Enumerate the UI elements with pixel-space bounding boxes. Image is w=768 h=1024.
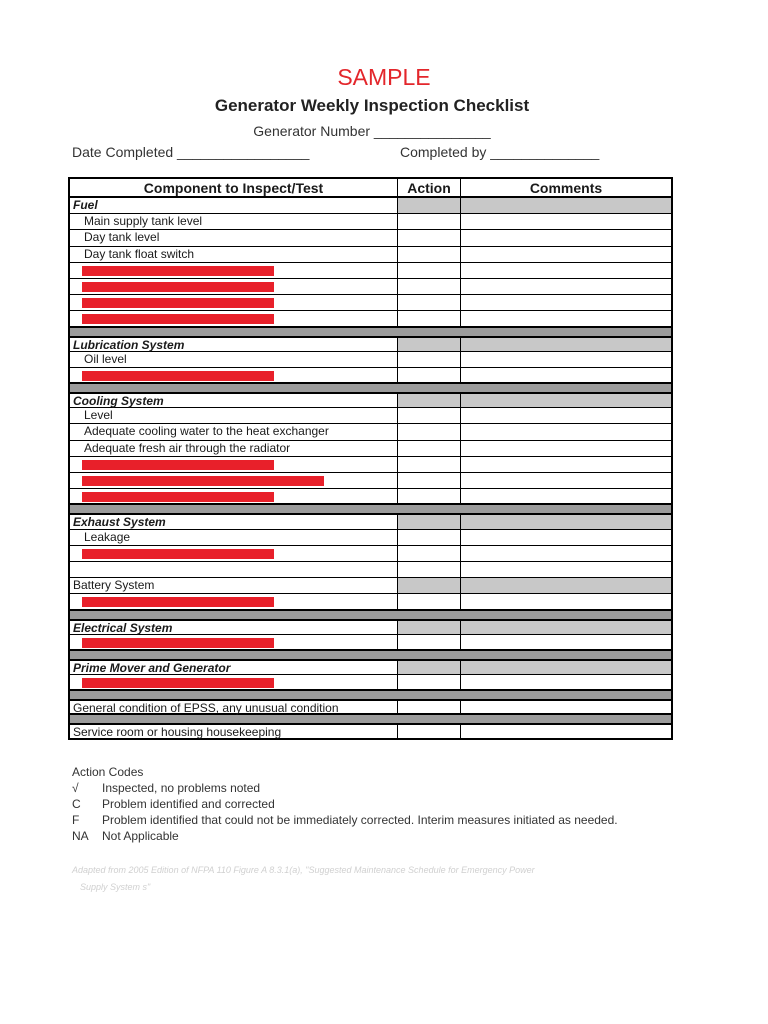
code-key: C [72,797,81,811]
redaction-bar [82,549,274,559]
comments-cell[interactable] [461,279,671,294]
row-label: Day tank float switch [70,247,398,262]
comments-cell[interactable] [461,675,671,689]
row-label: Oil level [70,352,398,367]
section-cooling [68,392,673,408]
table-row [68,279,673,295]
row-label: Main supply tank level [70,214,398,229]
table-row [68,457,673,473]
action-cell[interactable] [398,352,461,367]
table-row [68,214,673,230]
redaction-bar [82,678,274,688]
table-row [68,489,673,505]
source-footnote [72,862,535,896]
section-battery [68,578,673,594]
action-cell[interactable] [398,408,461,423]
action-code-row [72,812,618,828]
table-row [68,230,673,246]
row-label: Service room or housing housekeeping [70,725,398,737]
comments-cell[interactable] [461,441,671,456]
section-electrical [68,619,673,635]
action-cell[interactable] [398,311,461,325]
comments-cell[interactable] [461,701,671,713]
action-cell[interactable] [398,489,461,503]
section-divider [68,505,673,513]
comments-cell[interactable] [461,457,671,472]
section-prime-mover [68,659,673,675]
table-row [68,368,673,384]
action-cell[interactable] [398,473,461,488]
section-divider [68,328,673,336]
redaction-bar [82,597,274,607]
action-cell[interactable] [398,230,461,245]
code-key: F [72,813,80,827]
row-label: Adequate fresh air through the radiator [70,441,398,456]
action-cell[interactable] [398,530,461,545]
action-cell[interactable] [398,295,461,310]
service-room-row [68,723,673,739]
code-key: √ [72,781,79,795]
comments-cell[interactable] [461,562,671,577]
row-label: General condition of EPSS, any unusual condition [70,701,398,713]
redaction-bar [82,282,274,292]
section-exhaust [68,513,673,529]
action-cell[interactable] [398,263,461,278]
table-row [68,247,673,263]
redaction-bar [82,492,274,502]
redaction-bar [82,476,324,486]
comments-cell[interactable] [461,594,671,608]
action-cell[interactable] [398,675,461,689]
code-desc: Not Applicable [102,829,179,843]
table-row [68,546,673,562]
sample-watermark-title: SAMPLE [337,64,431,90]
section-title: Electrical System [70,621,398,634]
comments-cell[interactable] [461,546,671,561]
action-cell[interactable] [398,546,461,561]
column-header-comments: Comments [529,180,603,196]
row-label: Adequate cooling water to the heat exchanger [70,424,398,439]
code-desc: Problem identified and corrected [102,797,275,811]
comments-cell[interactable] [461,725,671,737]
section-title: Exhaust System [70,515,398,528]
column-header-component: Component to Inspect/Test [70,179,398,196]
inspection-table [68,177,673,740]
table-row [68,635,673,651]
comments-cell[interactable] [461,489,671,503]
footnote-line-1: Adapted from 2005 Edition of NFPA 110 Figure A 8.3.1(a), "Suggested Maintenance Schedule for Emergency Power [72,865,535,875]
redaction-bar [82,638,274,648]
section-divider [68,691,673,699]
action-cell[interactable] [398,594,461,608]
row-label: Level [70,408,398,423]
section-divider [68,384,673,392]
completed-by-field: Completed by ______________ [400,144,600,160]
table-row [68,675,673,691]
section-divider [68,651,673,659]
row-label: Day tank level [70,230,398,245]
footnote-line-2: Supply System s" [80,882,151,892]
table-row [68,441,673,457]
action-cell[interactable] [398,457,461,472]
comments-cell[interactable] [461,295,671,310]
comments-cell[interactable] [461,247,671,262]
action-cell[interactable] [398,368,461,382]
table-row [68,295,673,311]
action-code-row [72,796,618,812]
redaction-bar [82,266,274,276]
table-row [68,473,673,489]
section-title: Prime Mover and Generator [70,661,398,674]
code-key: NA [72,829,89,843]
action-cell[interactable] [398,214,461,229]
section-title: Cooling System [70,394,398,407]
action-cell[interactable] [398,247,461,262]
comments-cell[interactable] [461,473,671,488]
table-row [68,263,673,279]
table-header [68,177,673,198]
page-title: Generator Weekly Inspection Checklist [214,96,530,115]
table-row [68,408,673,424]
table-row [68,311,673,327]
generator-number-field: Generator Number _______________ [253,123,491,139]
action-code-row [72,828,618,844]
general-condition-row [68,699,673,715]
table-row [68,352,673,368]
table-row [68,424,673,440]
comments-cell[interactable] [461,424,671,439]
action-cell[interactable] [398,725,461,737]
row-label: Leakage [70,530,398,545]
column-header-action: Action [398,179,461,196]
table-row [68,594,673,610]
redaction-bar [82,298,274,308]
code-desc: Inspected, no problems noted [102,781,261,795]
comments-cell[interactable] [461,352,671,367]
action-codes-legend [72,764,618,844]
section-fuel [68,198,673,214]
date-completed-field: Date Completed _________________ [72,144,310,160]
code-desc: Problem identified that could not be immediately corrected. Interim measures initiated as needed. [102,813,618,827]
action-codes-title: Action Codes [72,765,144,779]
redaction-bar [82,371,274,381]
action-cell[interactable] [398,562,461,577]
comments-cell[interactable] [461,230,671,245]
section-title: Lubrication System [70,338,398,351]
section-divider [68,611,673,619]
comments-cell[interactable] [461,635,671,649]
table-row [68,562,673,578]
comments-cell[interactable] [461,408,671,423]
section-lubrication [68,336,673,352]
redaction-bar [82,460,274,470]
comments-cell[interactable] [461,530,671,545]
action-code-row [72,780,618,796]
section-title: Battery System [70,578,398,593]
action-cell[interactable] [398,424,461,439]
action-cell[interactable] [398,279,461,294]
action-cell[interactable] [398,635,461,649]
comments-cell[interactable] [461,263,671,278]
comments-cell[interactable] [461,214,671,229]
comments-cell[interactable] [461,311,671,325]
section-divider [68,715,673,723]
comments-cell[interactable] [461,368,671,382]
table-row [68,530,673,546]
action-cell[interactable] [398,441,461,456]
section-title: Fuel [70,198,398,213]
redaction-bar [82,314,274,324]
action-cell[interactable] [398,701,461,713]
